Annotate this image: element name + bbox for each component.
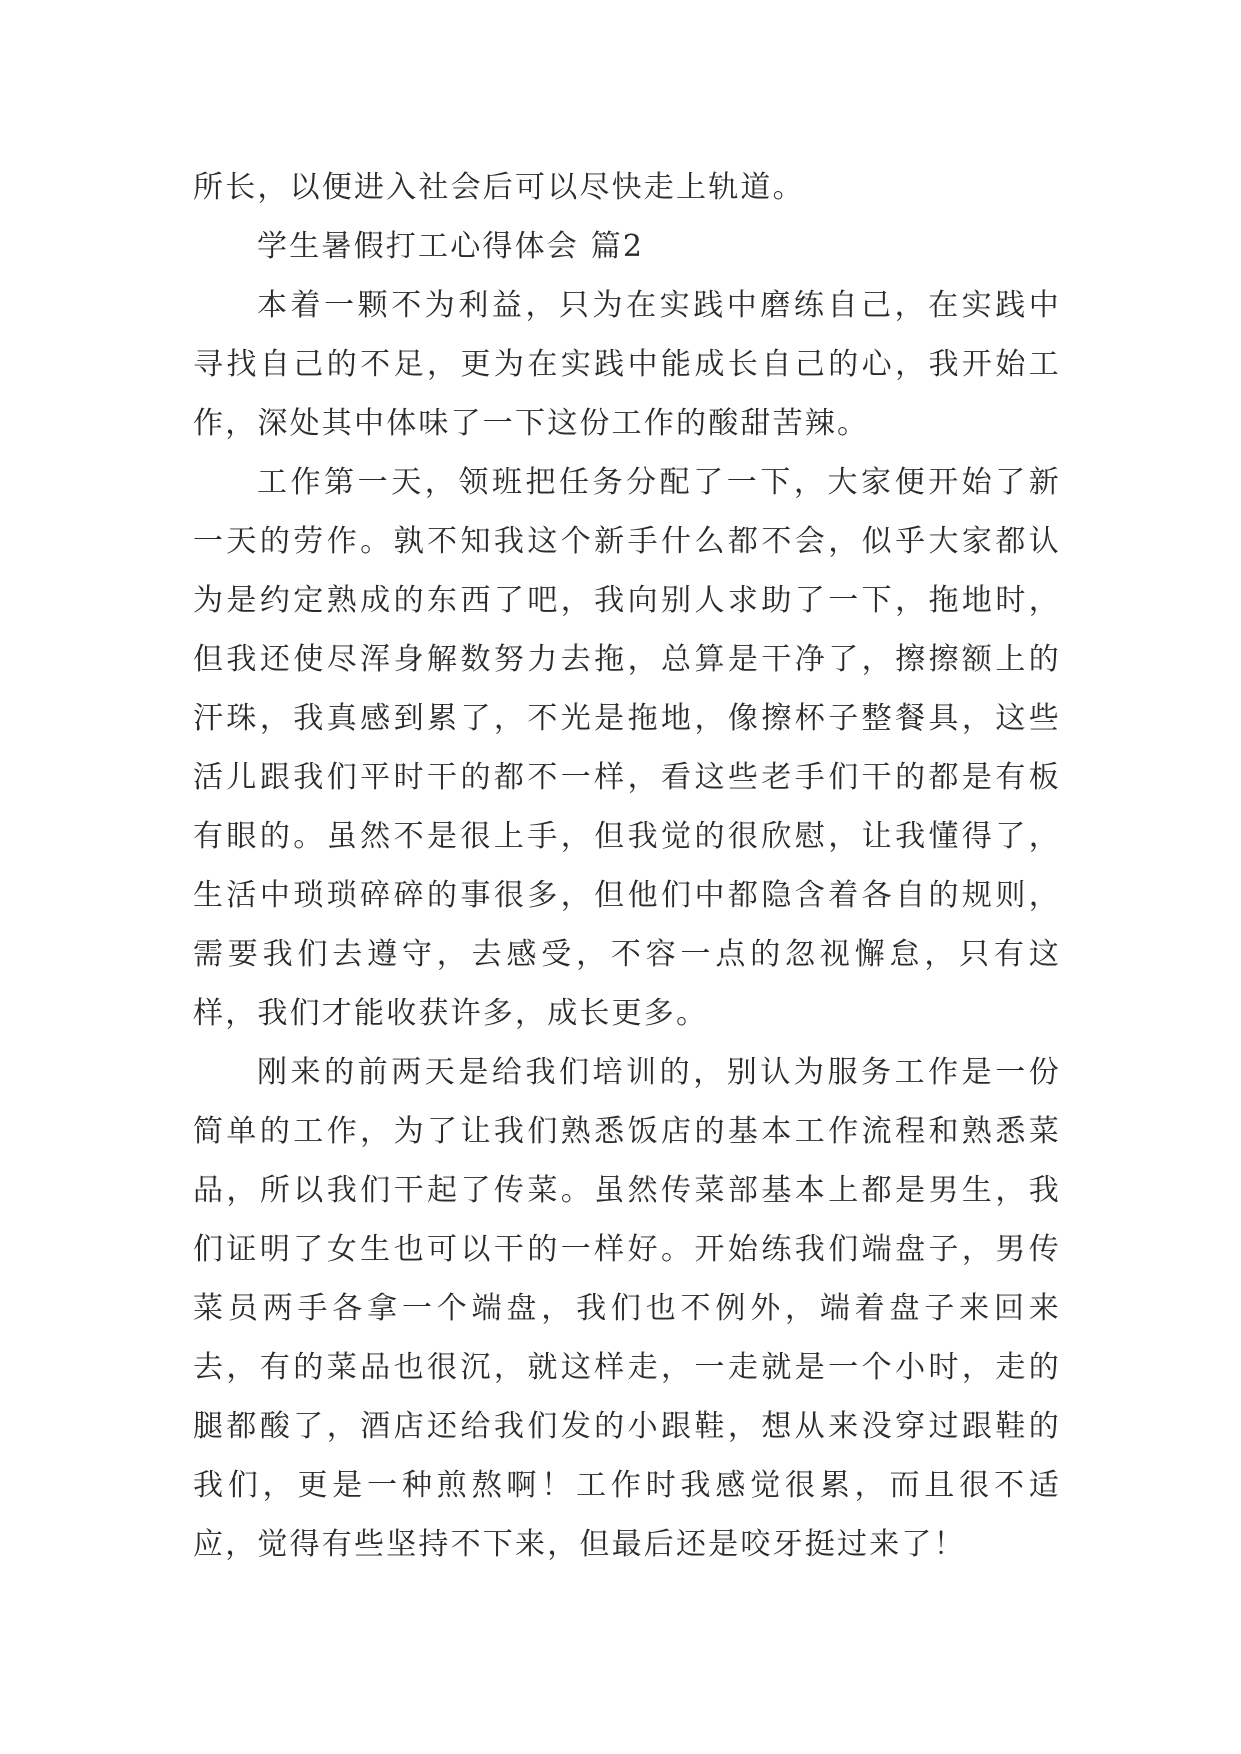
paragraph-continuation: 所长，以便进入社会后可以尽快走上轨道。 <box>193 170 805 205</box>
paragraph-1: 本着一颗不为利益，只为在实践中磨练自己，在实践中寻找自己的不足，更为在实践中能成长自己的心，我开始工作，深处其中体味了一下这份工作的酸甜苦辣。 <box>193 288 1061 441</box>
paragraph-2: 工作第一天，领班把任务分配了一下，大家便开始了新一天的劳作。孰不知我这个新手什么都不会，似乎大家都认为是约定熟成的东西了吧，我向别人求助了一下，拖地时，但我还使尽浑身解数努力去拖，总算是干净了，擦擦额上的汗珠，我真感到累了，不光是拖地，像擦杯子整餐具，这些活儿跟我们平时干的都不一样，看这些老手们干的都是有板有眼的。虽然不是很上手，但我觉的很欣慰，让我懂得了，生活中琐琐碎碎的事很多，但他们中都隐含着各自的规则，需要我们去遵守，去感受，不容一点的忽视懈怠，只有这样，我们才能收获许多，成长更多。 <box>193 465 1061 1031</box>
section-heading: 学生暑假打工心得体会 篇2 <box>257 229 645 264</box>
document-body <box>193 158 1061 1574</box>
paragraph-3: 刚来的前两天是给我们培训的，别认为服务工作是一份简单的工作，为了让我们熟悉饭店的基本工作流程和熟悉菜品，所以我们干起了传菜。虽然传菜部基本上都是男生，我们证明了女生也可以干的一样好。开始练我们端盘子，男传菜员两手各拿一个端盘，我们也不例外，端着盘子来回来去，有的菜品也很沉，就这样走，一走就是一个小时，走的腿都酸了，酒店还给我们发的小跟鞋，想从来没穿过跟鞋的我们，更是一种煎熬啊！工作时我感觉很累，而且很不适应，觉得有些坚持不下来，但最后还是咬牙挺过来了！ <box>193 1055 1061 1562</box>
